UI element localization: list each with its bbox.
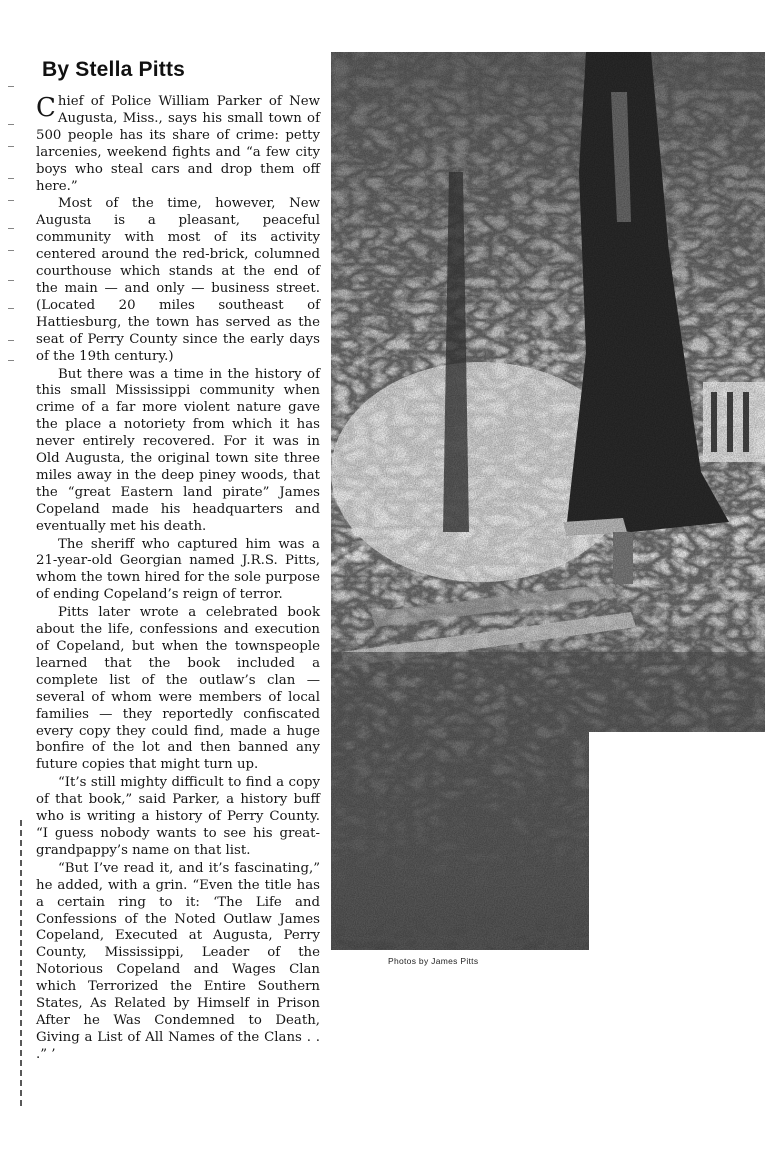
article-body bbox=[36, 94, 320, 1064]
paragraph-6: “It’s still mighty difficult to find a copy of that book,” said Parker, a history buff who is writing a history of Perry County. “I guess nobody wants to see his great-grandpappy’s name on that list. bbox=[36, 775, 320, 858]
scan-margin-rule bbox=[20, 820, 22, 1110]
article-column bbox=[36, 58, 320, 1064]
woods-grave-photo bbox=[331, 52, 770, 950]
paragraph-4: The sheriff who captured him was a 21-year-old Georgian named J.R.S. Pitts, whom the town hired for the sole purpose of ending Copeland’s reign of terror. bbox=[36, 536, 320, 603]
paragraph-7: “But I’ve read it, and it’s fascinating,” he added, with a grin. “Even the title has a certain ring to it: ‘The Life and Confessions of the Noted Outlaw James Copeland, Executed at Augusta, Perry County, Mississippi, Leader of the Notorious Copeland and Wages Clan which Terrorized the Entire Southern States, As Related by Himself in Prison After he Was Condemned to Death, Giving a List of All Names of the Clans . . .” ’ bbox=[36, 860, 320, 1062]
photo-credit: Photos by James Pitts bbox=[388, 956, 479, 966]
paragraph-1: Chief of Police William Parker of New Augusta, Miss., says his small town of 500 people has its share of crime: petty larcenies, weekend fights and “a few city boys who steal cars and drop them off here.” bbox=[36, 93, 320, 194]
scan-margin-marks bbox=[8, 80, 30, 380]
paragraph-2: Most of the time, however, New Augusta is a pleasant, peaceful community with most of its activity centered around the red-brick, columned courthouse which stands at the end of the main — and only — business street. (Located 20 miles southeast of Hattiesburg, the town has served as the seat of Perry County since the early days of the 19th century.) bbox=[36, 196, 320, 364]
paragraph-5: Pitts later wrote a celebrated book about the life, confessions and execution of Copeland, but when the townspeople learned that the book included a complete list of the outlaw’s clan — several of whom were members of local families — they reportedly confiscated every copy they could find, made a huge bonfire of the lot and then banned any future copies that might turn up. bbox=[36, 605, 320, 773]
byline: By Stella Pitts bbox=[42, 58, 186, 81]
paragraph-3: But there was a time in the history of this small Mississippi community when crime of a far more violent nature gave the place a notoriety from which it has never entirely recovered. For it was in Old Augusta, the original town site three miles away in the deep piney woods, that the “great Eastern land pirate” James Copeland made his headquarters and eventually met his death. bbox=[36, 366, 320, 534]
